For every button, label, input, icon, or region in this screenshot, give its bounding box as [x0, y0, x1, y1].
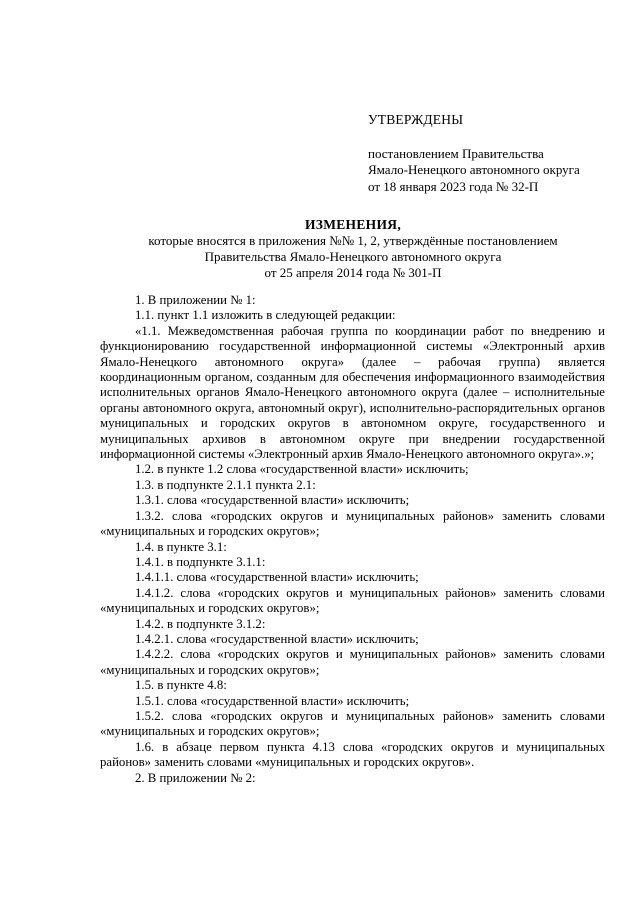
paragraph: 1.1. пункт 1.1 изложить в следующей редакции:: [135, 308, 396, 323]
paragraph: 1.5. в пункте 4.8:: [135, 678, 227, 693]
document-title: ИЗМЕНЕНИЯ,: [304, 217, 401, 232]
paragraph: 1.4.1.1. слова «государственной власти» исключить;: [135, 570, 419, 585]
paragraph: 1.4. в пункте 3.1:: [135, 539, 227, 554]
paragraph: 1.6. в абзаце первом пункта 4.13 слова «городских округов и муниципальных районов» заменить словами «муниципальных и городских округов».: [100, 739, 605, 770]
paragraph: 1.4.1. в подпункте 3.1.1:: [135, 554, 266, 569]
approval-heading: УТВЕРЖДЕНЫ: [368, 112, 464, 127]
paragraph: «1.1. Межведомственная рабочая группа по координации работ по внедрению и функционированию государственной информационной системы «Электронный архив Ямало-Ненецкого автономного округа» (далее – рабочая группа) является координационным органом, созданным для обеспечения информационного взаимодействия исполнительных органов Ямало-Ненецкого автономного округа (далее – исполнительные органы автономного округа, автономный округ), исполнительно-распорядительных органов муниципальных и городских округов в автономном округе, государственного и муниципальных архивов в автономном округе при внедрении государственной информационной системы «Электронный архив Ямало-Ненецкого автономного округа».»;: [100, 323, 605, 462]
paragraph: 2. В приложении № 2:: [135, 770, 256, 785]
paragraph: 1. В приложении № 1:: [135, 293, 256, 307]
paragraph: 1.3. в подпункте 2.1.1 пункта 2.1:: [135, 477, 316, 492]
document-body: [100, 293, 605, 786]
paragraph: 1.4.1.2. слова «городских округов и муниципальных районов» заменить словами «муниципальных и городских округов»;: [100, 585, 605, 616]
paragraph: 1.5.2. слова «городских округов и муниципальных районов» заменить словами «муниципальных и городских округов»;: [100, 708, 605, 739]
document-title-block: [100, 217, 606, 281]
approval-line: от 18 января 2023 года № 32-П: [368, 178, 539, 194]
paragraph: 1.4.2. в подпункте 3.1.2:: [135, 616, 266, 631]
paragraph: 1.2. в пункте 1.2 слова «государственной власти» исключить;: [135, 462, 469, 477]
approval-line: Ямало-Ненецкого автономного округа: [368, 162, 580, 177]
title-subline: от 25 апреля 2014 года № 301-П: [264, 265, 442, 280]
approval-stamp: [368, 112, 628, 195]
title-subline: Правительства Ямало-Ненецкого автономного округа: [204, 249, 502, 264]
paragraph: 1.5.1. слова «государственной власти» исключить;: [135, 693, 410, 708]
paragraph: 1.3.1. слова «государственной власти» исключить;: [135, 493, 410, 508]
title-subline: которые вносятся в приложения №№ 1, 2, утверждённые постановлением: [148, 233, 558, 248]
paragraph: 1.3.2. слова «городских округов и муниципальных районов» заменить словами «муниципальных и городских округов»;: [100, 508, 605, 539]
approval-line: постановлением Правительства: [368, 145, 544, 161]
paragraph: 1.4.2.1. слова «государственной власти» исключить;: [135, 631, 419, 646]
paragraph: 1.4.2.2. слова «городских округов и муниципальных районов» заменить словами «муниципальных и городских округов»;: [100, 647, 605, 677]
